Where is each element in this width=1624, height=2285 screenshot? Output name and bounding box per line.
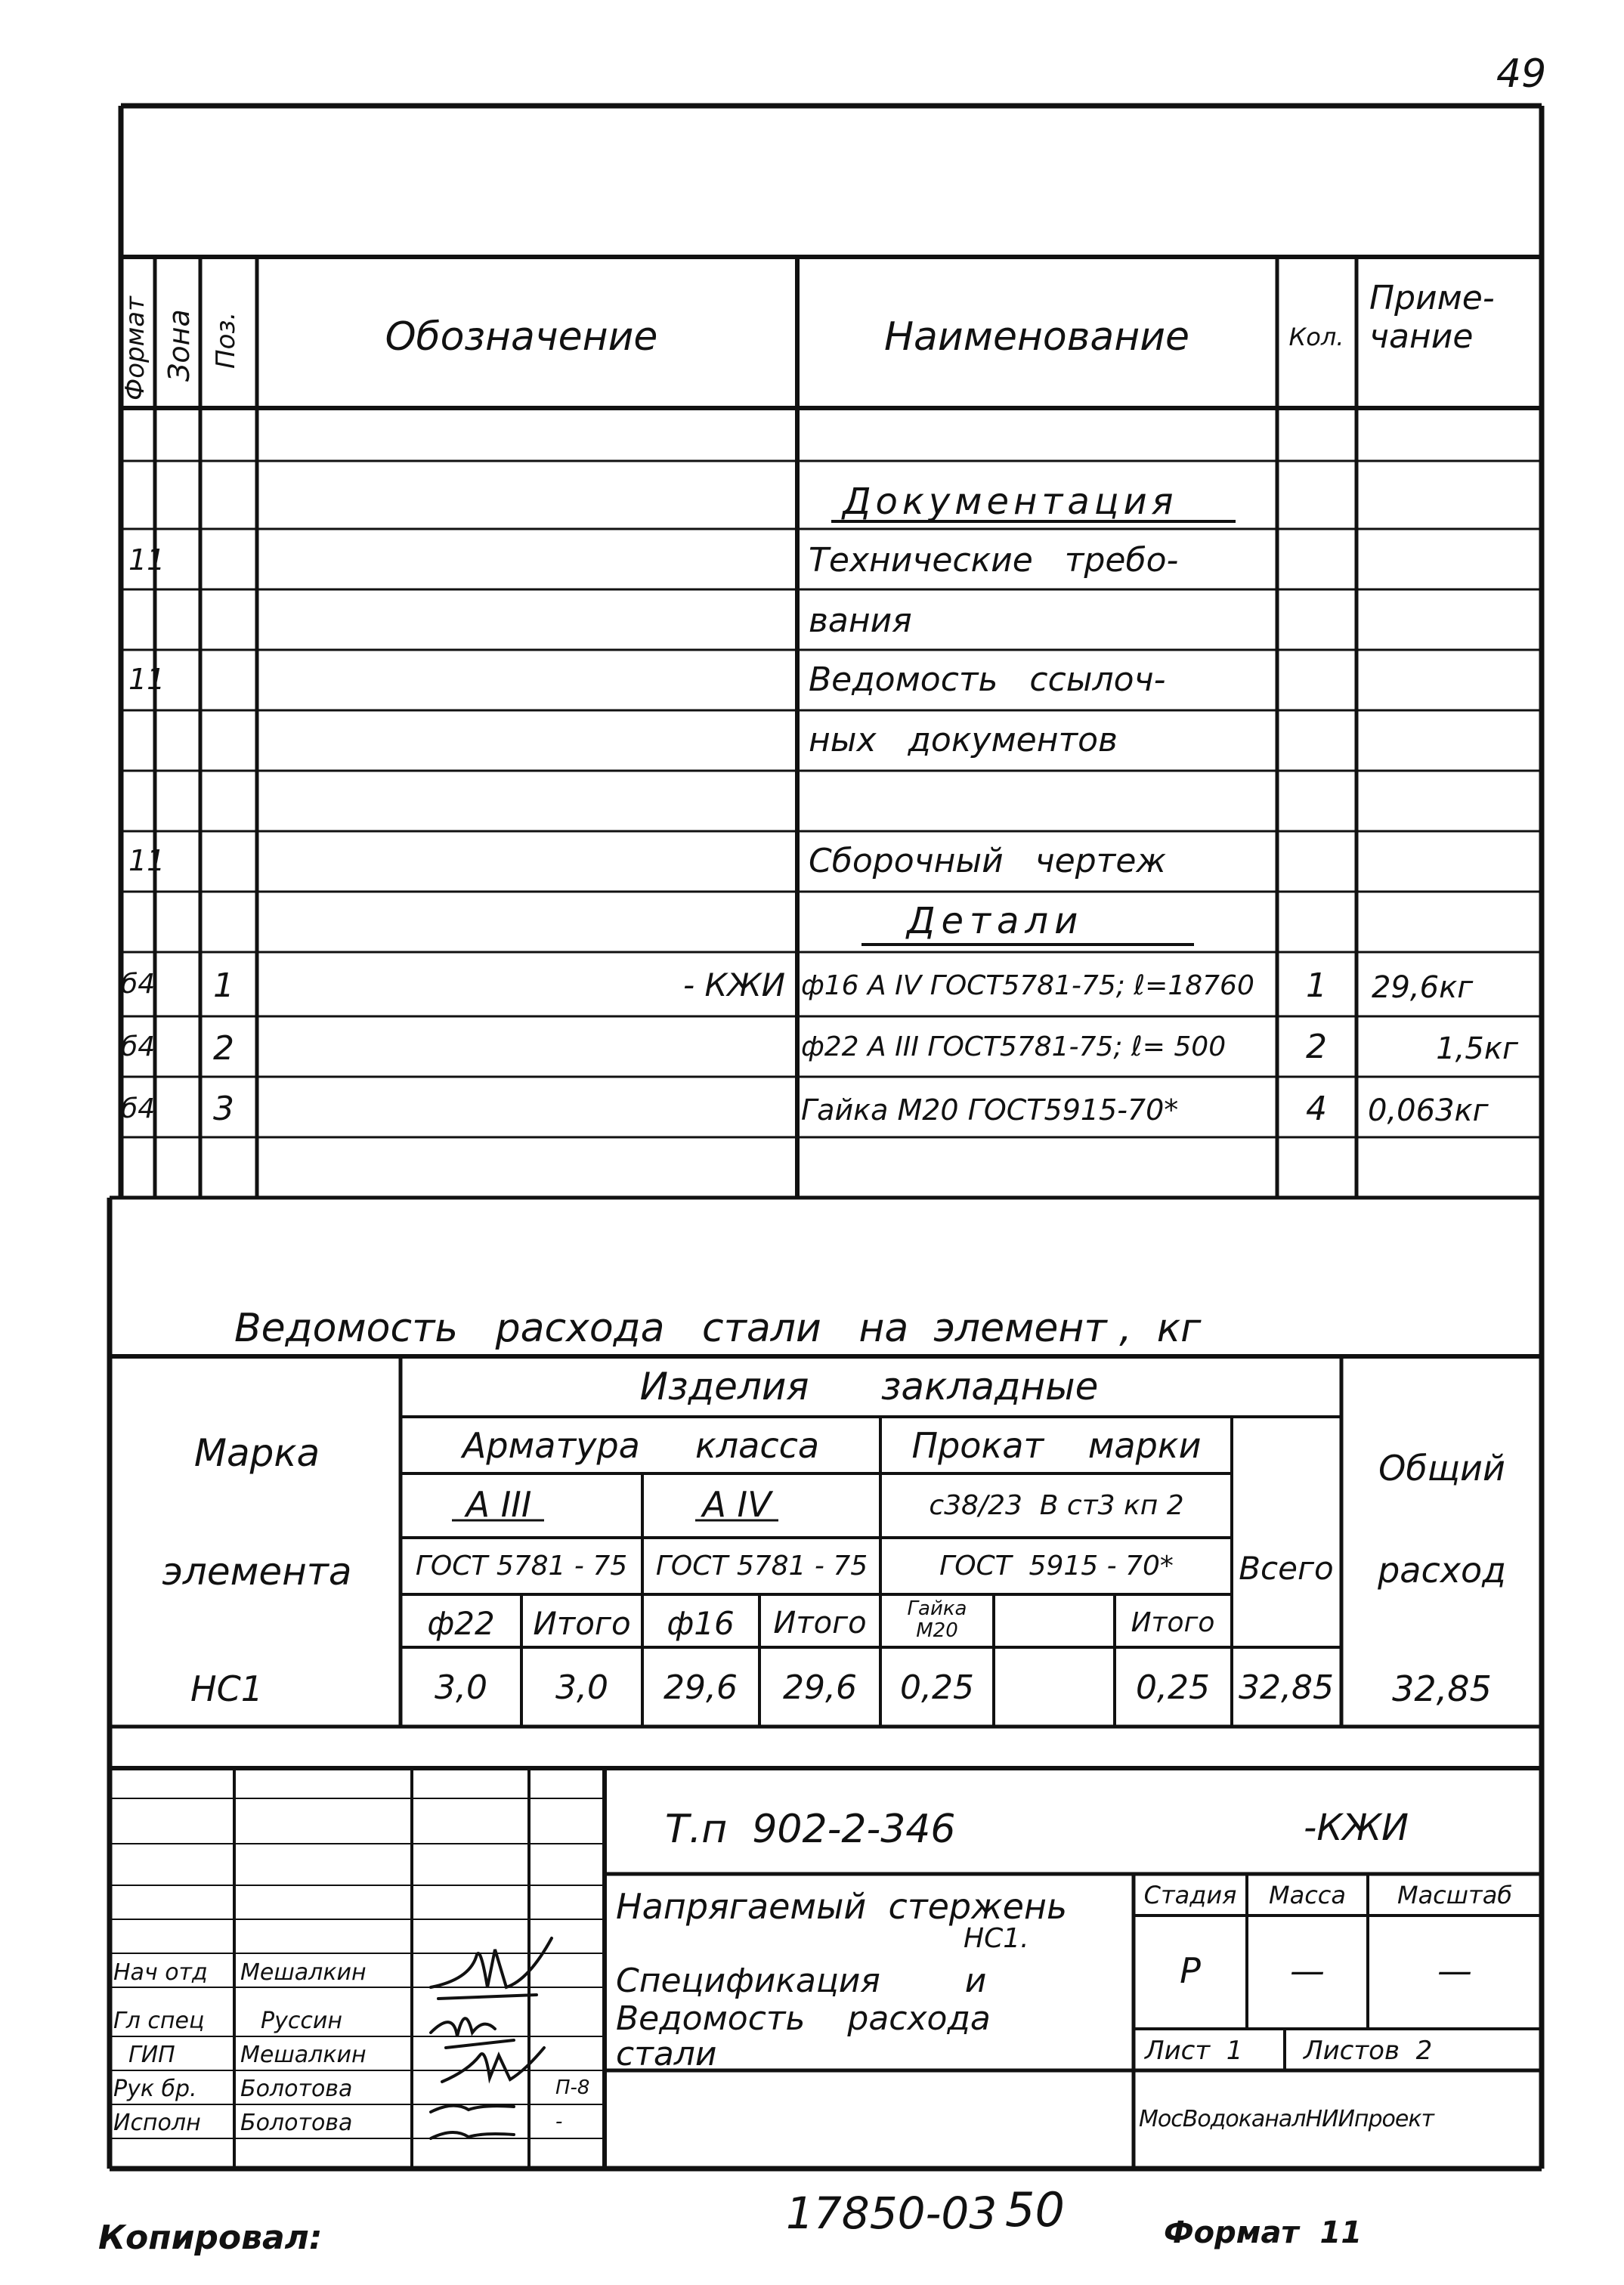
stamp-title-1: Напрягаемый стержень <box>616 1886 1068 1927</box>
section-documentation: Документация <box>843 481 1178 523</box>
signatures-image <box>423 1934 559 2146</box>
stamp-person-name: Болотова <box>240 2076 353 2102</box>
part-format: б4 <box>121 1093 156 1124</box>
stamp-stage-header: Стадия <box>1143 1881 1237 1909</box>
part-name: ф16 А IV ГОСТ5781-75; ℓ=18760 <box>801 970 1254 1001</box>
doc-name-line1: Ведомость ссылоч- <box>809 660 1166 699</box>
steel-row-all: 32,85 <box>1239 1668 1334 1707</box>
steel-class-a3: А III <box>466 1484 532 1525</box>
header-pos: Поз. <box>211 311 241 369</box>
steel-rolled-grade: Прокат марки <box>911 1425 1202 1466</box>
stamp-sheet: Лист 1 <box>1145 2036 1243 2066</box>
part-name: Гайка М20 ГОСТ5915-70* <box>801 1093 1179 1127</box>
doc-format: 11 <box>128 663 165 696</box>
stamp-mass-header: Масса <box>1268 1881 1347 1909</box>
steel-gost-nut: ГОСТ 5915 - 70* <box>939 1551 1174 1582</box>
stamp-scale: — <box>1437 1950 1472 1991</box>
stamp-person-name: Мешалкин <box>240 2042 367 2068</box>
steel-sub-d22: ф22 <box>427 1605 495 1642</box>
steel-grade: с38/23 В ст3 кп 2 <box>929 1490 1184 1521</box>
header-zone: Зона <box>162 309 196 382</box>
stamp-desc-3: стали <box>616 2035 717 2073</box>
steel-common-2: расход <box>1378 1550 1506 1591</box>
page-number: 49 <box>1496 51 1547 97</box>
steel-gost-a3: ГОСТ 5781 - 75 <box>415 1551 628 1582</box>
header-format: Формат <box>120 296 150 400</box>
part-pos: 2 <box>213 1029 234 1068</box>
steel-row-d22: 3,0 <box>435 1668 487 1707</box>
part-qty: 2 <box>1306 1028 1327 1066</box>
steel-class-a4: А IV <box>702 1484 772 1525</box>
stamp-role: ГИП <box>128 2042 175 2068</box>
doc-name-line2: вания <box>809 601 912 640</box>
stamp-title-2: НС1. <box>964 1923 1029 1954</box>
steel-sub-total3: Итого <box>1131 1607 1215 1638</box>
stamp-desc-1: Спецификация и <box>616 1962 987 2000</box>
part-qty: 4 <box>1306 1090 1327 1128</box>
stamp-scale-header: Масштаб <box>1397 1881 1513 1909</box>
part-designation: - КЖИ <box>683 966 785 1003</box>
steel-sub-total2: Итого <box>773 1606 867 1640</box>
stamp-stage: Р <box>1180 1950 1201 1991</box>
stamp-person-name: Болотова <box>240 2110 353 2136</box>
steel-sub-total1: Итого <box>533 1605 631 1642</box>
header-qty: Кол. <box>1288 323 1344 351</box>
stamp-role: Гл спец <box>113 2008 205 2034</box>
stamp-date: П-8 <box>555 2076 590 2099</box>
footer-copied: Копировал: <box>98 2219 323 2257</box>
doc-name-line1: Сборочный чертеж <box>809 842 1167 880</box>
steel-row-d16: 29,6 <box>664 1668 738 1707</box>
stamp-role: Нач отд <box>113 1959 208 1986</box>
section-parts: Детали <box>907 900 1084 942</box>
steel-row-mark: НС1 <box>190 1668 263 1709</box>
footer-format: Формат 11 <box>1164 2215 1363 2250</box>
stamp-desc-2: Ведомость расхода <box>616 1999 991 2038</box>
stamp-sheets: Листов 2 <box>1304 2036 1433 2066</box>
part-note: 1,5кг <box>1436 1031 1518 1066</box>
stamp-code-suffix: -КЖИ <box>1304 1807 1409 1849</box>
doc-format: 11 <box>128 844 165 877</box>
stamp-role: Рук бр. <box>113 2076 197 2102</box>
part-pos: 3 <box>213 1090 234 1128</box>
header-designation: Обозначение <box>385 314 658 360</box>
doc-name-line1: Технические требо- <box>809 541 1179 580</box>
steel-gost-a4: ГОСТ 5781 - 75 <box>655 1551 868 1582</box>
part-pos: 1 <box>213 966 234 1005</box>
steel-row-total1: 3,0 <box>555 1668 608 1707</box>
part-name: ф22 А III ГОСТ5781-75; ℓ= 500 <box>801 1031 1227 1062</box>
part-note: 29,6кг <box>1372 970 1474 1005</box>
part-note: 0,063кг <box>1368 1093 1489 1128</box>
part-format: б4 <box>121 1031 156 1062</box>
steel-sub-d16: ф16 <box>667 1605 735 1642</box>
doc-format: 11 <box>128 543 165 577</box>
steel-products: Изделия закладные <box>639 1365 1099 1408</box>
steel-rebar-class: Арматура класса <box>462 1425 820 1466</box>
part-format: б4 <box>121 969 156 1000</box>
steel-common-1: Общий <box>1378 1448 1505 1489</box>
steel-mark-header-1: Марка <box>193 1431 320 1475</box>
doc-name-line2: ных документов <box>809 721 1118 759</box>
header-name: Наименование <box>883 314 1190 360</box>
stamp-code: Т.п 902-2-346 <box>665 1807 956 1852</box>
steel-title: Ведомость расхода стали на элемент , кг <box>234 1306 1202 1351</box>
steel-mark-header-2: элемента <box>162 1550 352 1594</box>
stamp-mass: — <box>1290 1950 1325 1991</box>
stamp-person-name: Руссин <box>261 2008 342 2034</box>
steel-row-total3: 0,25 <box>1136 1668 1210 1707</box>
stamp-org: МосВодоканалНИИпроект <box>1139 2106 1434 2132</box>
steel-row-total2: 29,6 <box>783 1668 857 1707</box>
stamp-role: Исполн <box>113 2110 201 2136</box>
footer-inventory: 17850-03 <box>786 2188 998 2239</box>
stamp-date: - <box>555 2110 563 2133</box>
stamp-person-name: Мешалкин <box>240 1959 367 1986</box>
steel-row-common: 32,85 <box>1392 1668 1492 1709</box>
steel-total-col: Всего <box>1239 1550 1334 1587</box>
steel-sub-nut: Гайка М20 <box>907 1597 967 1642</box>
part-qty: 1 <box>1306 966 1327 1005</box>
steel-row-nut: 0,25 <box>900 1668 974 1707</box>
footer-page2: 50 <box>1005 2182 1065 2237</box>
header-note: Приме- чание <box>1369 279 1495 356</box>
